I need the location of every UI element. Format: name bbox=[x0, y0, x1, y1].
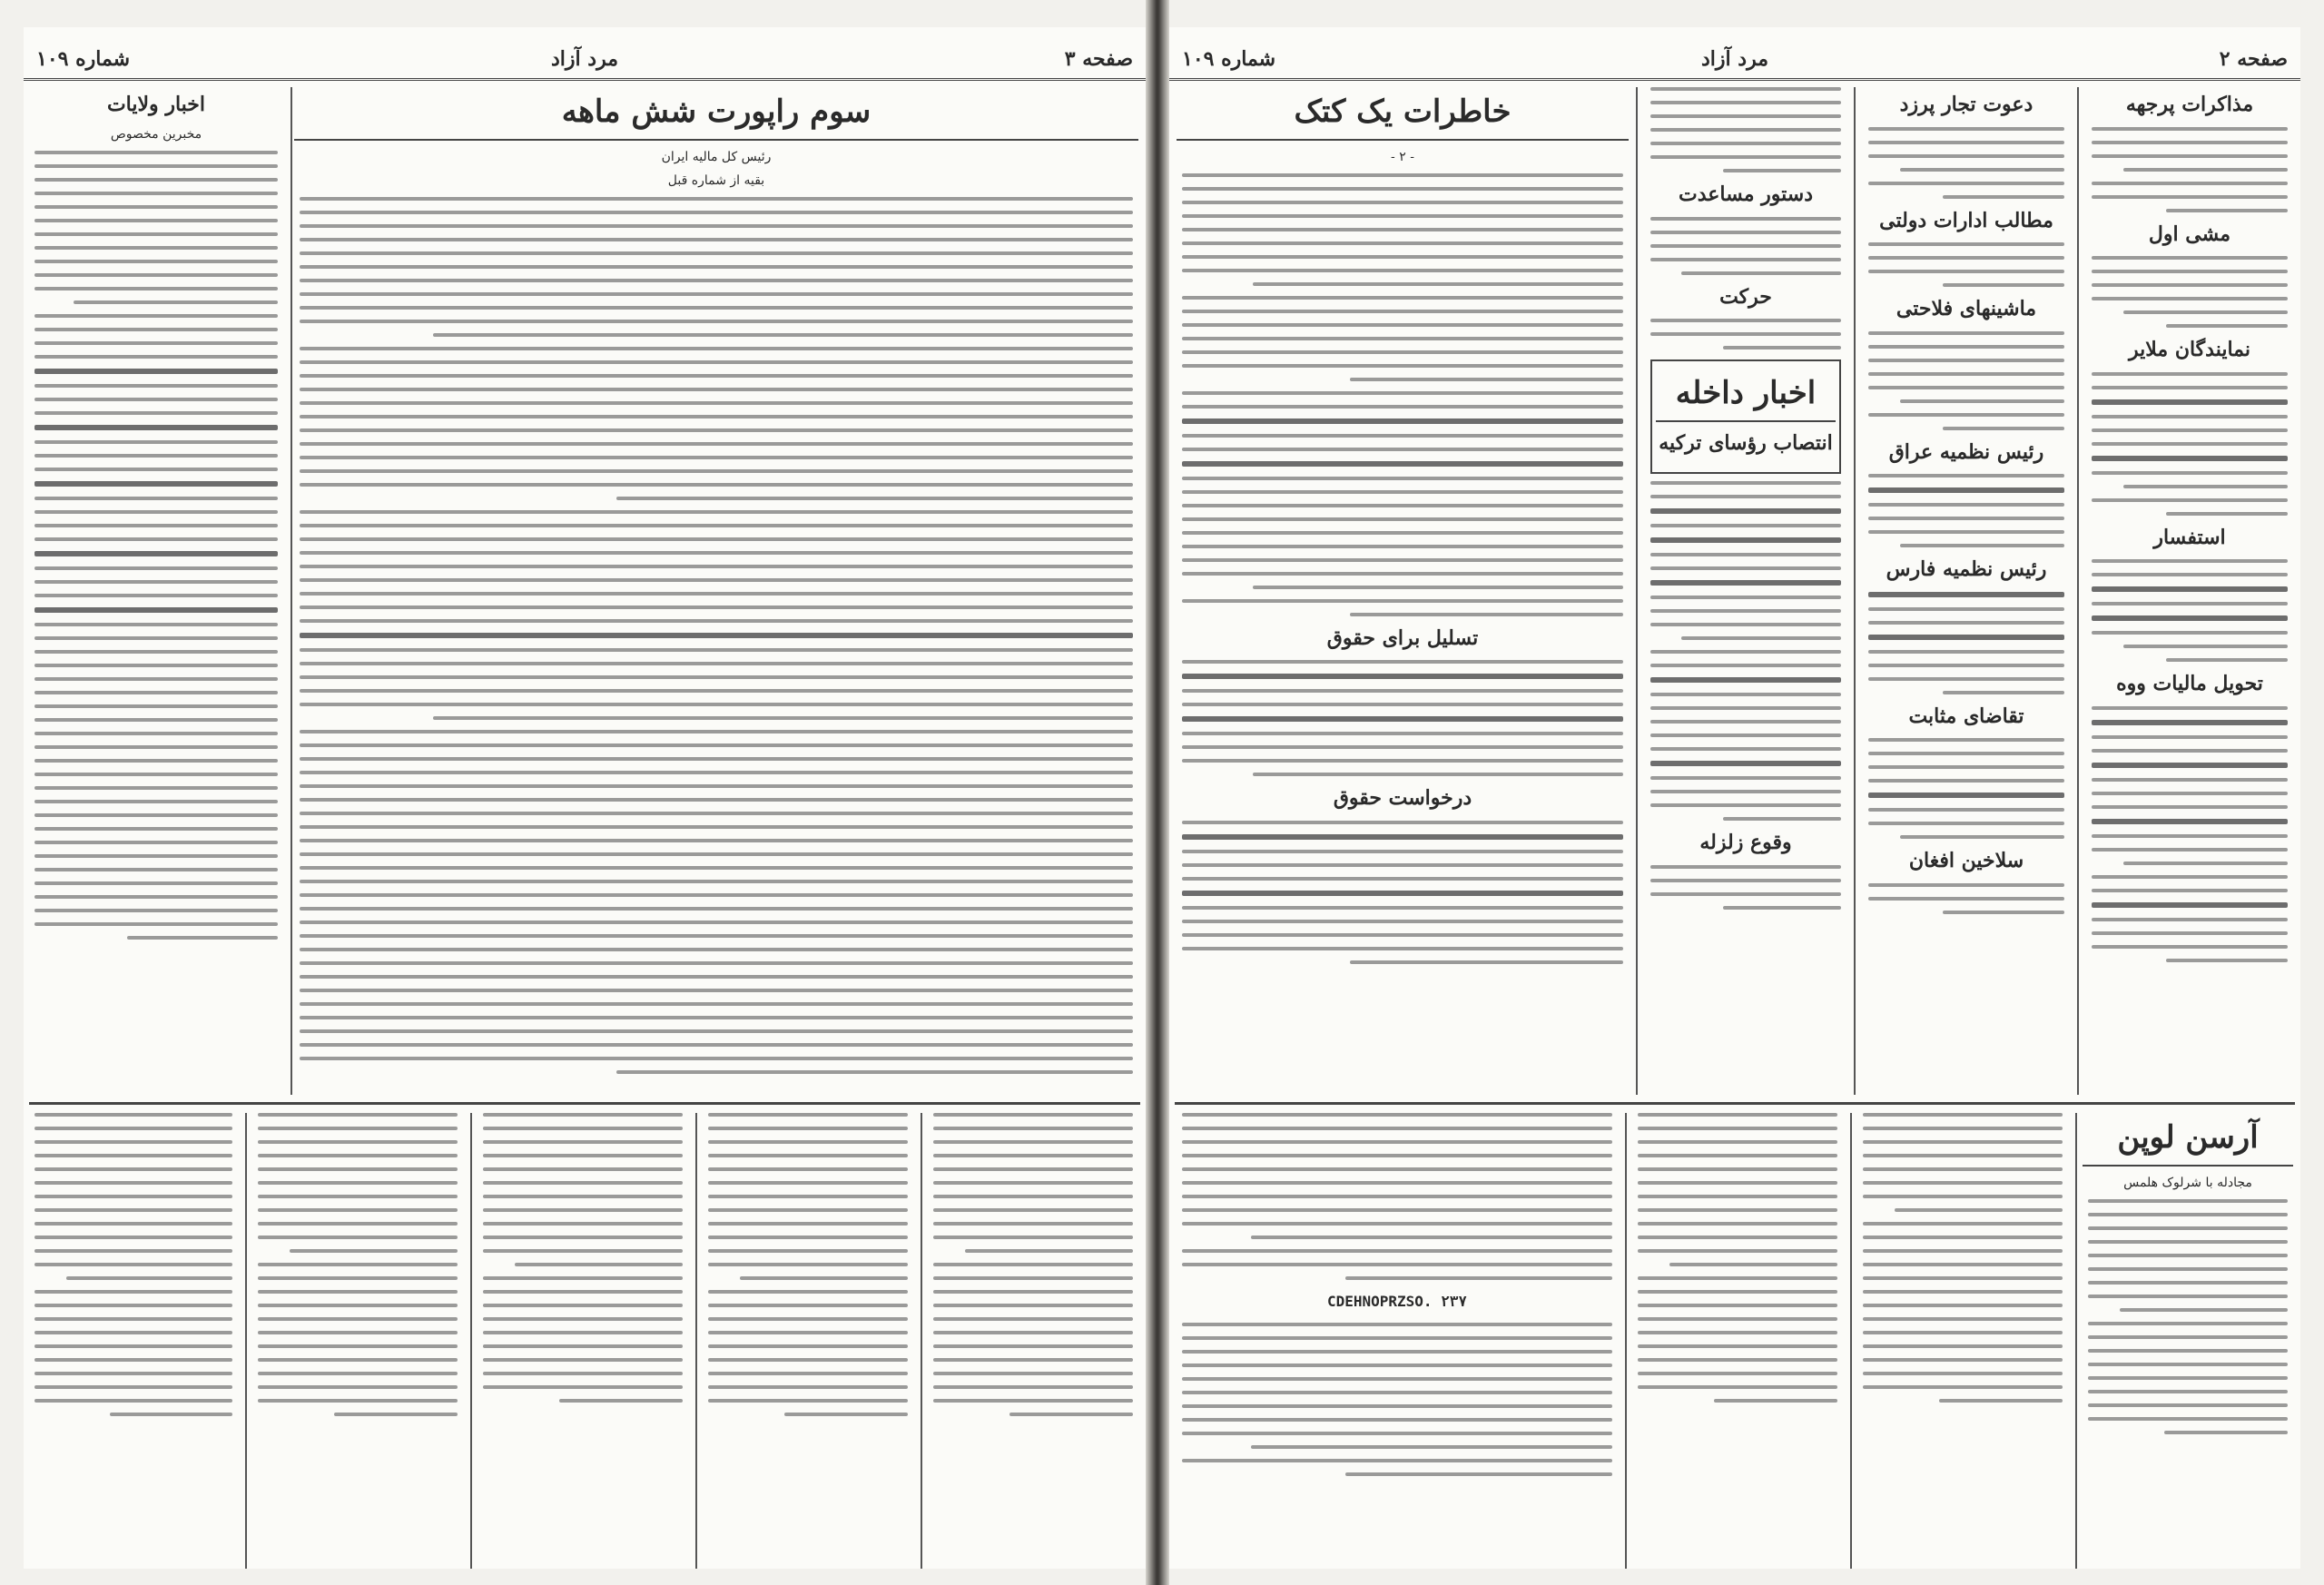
box-heading: اخبار داخله bbox=[1656, 374, 1836, 422]
column-provinces bbox=[29, 87, 283, 1095]
subheading: درخواست حقوق bbox=[1333, 786, 1472, 810]
column-parliament bbox=[2086, 87, 2293, 1095]
serial-subtitle: مجادله با شرلوک هلمس bbox=[2123, 1175, 2252, 1190]
serial-column bbox=[1632, 1113, 1843, 1569]
issue-number: شماره ۱۰۹ bbox=[36, 47, 131, 71]
domestic-news-box bbox=[1650, 359, 1841, 474]
masthead bbox=[1169, 38, 2300, 81]
column-news bbox=[1863, 87, 2070, 1095]
column-finance-report bbox=[294, 87, 1138, 1095]
column-heading: اخبار ولایات bbox=[106, 93, 206, 116]
masthead bbox=[24, 38, 1146, 81]
serial-column bbox=[1177, 1113, 1618, 1569]
column-heading: مذاکرات پرجهه bbox=[2125, 93, 2254, 116]
subheading: تسلیل برای حقوق bbox=[1326, 625, 1479, 650]
subheading: نمایندگان ملایر bbox=[2128, 338, 2251, 361]
article-byline: رئیس کل مالیه ایران bbox=[661, 149, 772, 164]
issue-number: شماره ۱۰۹ bbox=[1182, 47, 1276, 71]
column-domestic bbox=[1645, 87, 1846, 1095]
subheading: استفسار bbox=[2153, 525, 2226, 549]
subheading: ماشینهای فلاحتی bbox=[1896, 297, 2037, 320]
subheading: مشی اول bbox=[2148, 222, 2231, 246]
serial-column bbox=[703, 1113, 913, 1569]
subheading: تقاضای مثابت bbox=[1908, 704, 2024, 728]
page-number: صفحه ۳ bbox=[1064, 47, 1133, 71]
subheading: رئیس نظمیه عراق bbox=[1888, 439, 2044, 464]
column-heading: دعوت تجار پرزد bbox=[1899, 93, 2034, 116]
serial-title: آرسن لوپن bbox=[2083, 1118, 2293, 1167]
article-part: - ۲ - bbox=[1391, 149, 1414, 164]
newspaper-name: مرد آزاد bbox=[1700, 47, 1769, 71]
serial-title-column bbox=[2083, 1113, 2293, 1569]
cipher-line: CDEHNOPRZSO. ۲۳۷ bbox=[1326, 1293, 1468, 1310]
subheading: تحویل مالیات ووه bbox=[2116, 672, 2263, 695]
serial-column bbox=[928, 1113, 1138, 1569]
page-gutter bbox=[1146, 0, 1169, 1585]
article-title: خاطرات یک کتک bbox=[1177, 93, 1629, 141]
subheading: سلاخین افغان bbox=[1908, 849, 2024, 872]
page-number: صفحه ۲ bbox=[2219, 47, 2288, 71]
column-memoirs bbox=[1177, 87, 1629, 1095]
article-title: سوم راپورت شش ماهه bbox=[294, 93, 1138, 141]
serial-column bbox=[1857, 1113, 2068, 1569]
subheading: دستور مساعدت bbox=[1678, 182, 1814, 206]
subheading: مطالب ادارات دولتی bbox=[1879, 208, 2053, 232]
box-subheading: انتصاب رؤسای ترکیه bbox=[1659, 430, 1833, 455]
continued-note: بقیه از شماره قبل bbox=[667, 172, 765, 188]
serial-column bbox=[252, 1113, 463, 1569]
serial-column bbox=[478, 1113, 688, 1569]
page-two bbox=[1169, 27, 2300, 1569]
serial-column bbox=[29, 1113, 238, 1569]
subheading: وقوع زلزله bbox=[1699, 831, 1792, 854]
column-subheading: مخبرین مخصوص bbox=[110, 126, 202, 142]
newspaper-name: مرد آزاد bbox=[550, 47, 619, 71]
page-three bbox=[24, 27, 1146, 1569]
subheading: رئیس نظمیه فارس bbox=[1886, 557, 2047, 581]
subheading: حرکت bbox=[1719, 284, 1772, 309]
